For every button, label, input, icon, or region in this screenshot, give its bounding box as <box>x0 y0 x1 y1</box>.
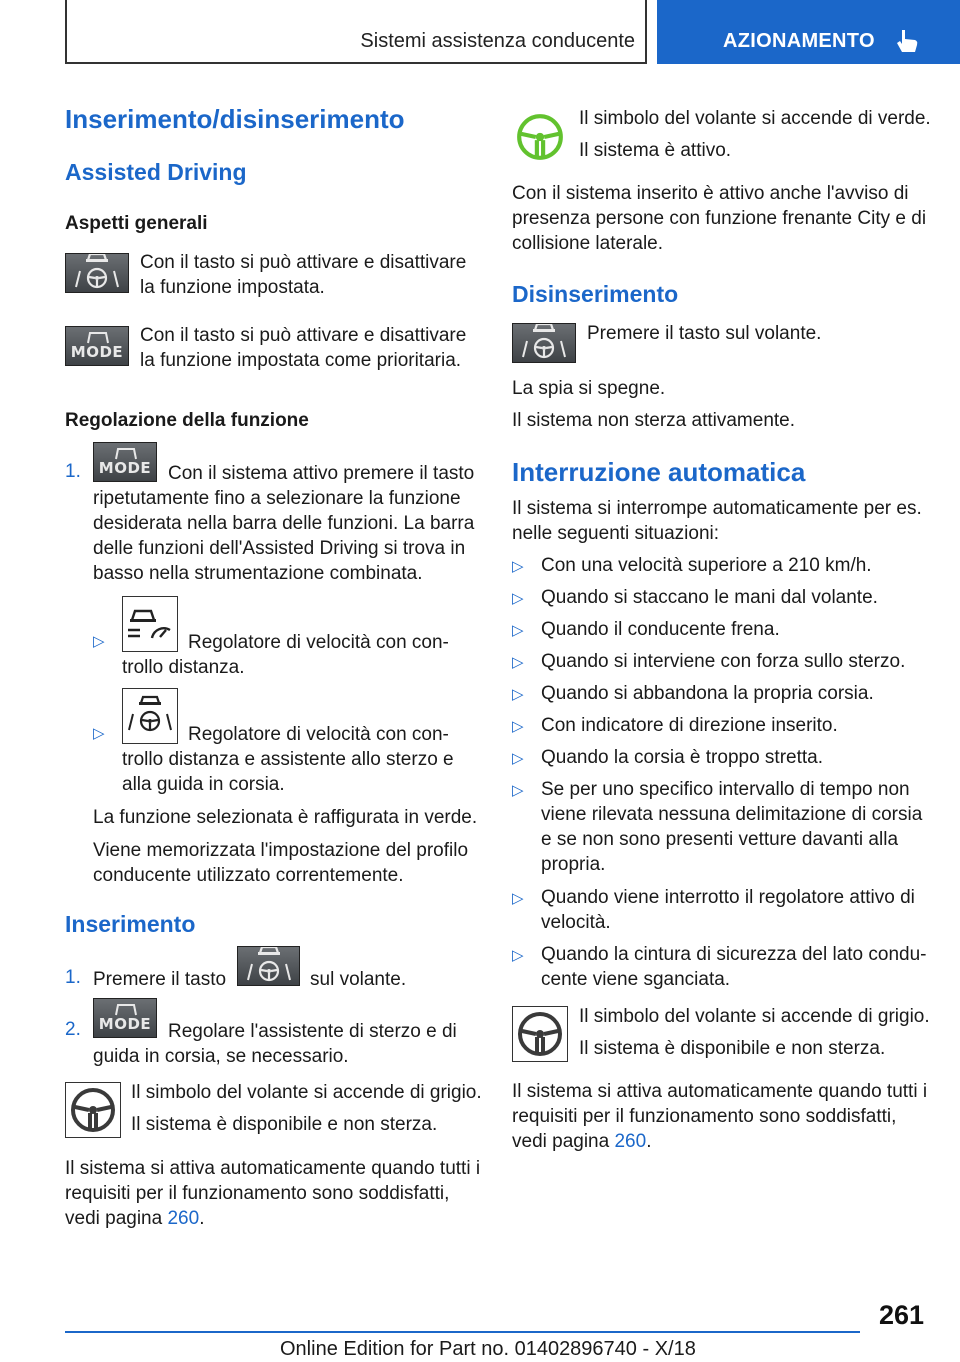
list-item: Con indicatore di direzione inserito. <box>541 715 838 736</box>
ins2-line-1: Regolare l'assistente di sterzo e di <box>168 1021 457 1042</box>
green-line-2: Il sistema è attivo. <box>579 140 732 161</box>
selected-function-text: La funzione selezionata è raffigurata in verde. <box>93 807 478 828</box>
bullet-marker: ▷ <box>512 750 524 767</box>
grey-line-2: Il sistema è disponibile e non sterza. <box>131 1114 438 1135</box>
memory-line-1: Viene memorizzata l'impostazione del profilo <box>93 840 469 861</box>
step-number: 1. <box>65 967 81 988</box>
grey-line-1: Il simbolo del volante si accende di grigio. <box>131 1082 482 1103</box>
green-line-1: Il simbolo del volante si accende di verde. <box>579 108 931 129</box>
pointing-hand-icon <box>893 28 921 54</box>
item10-line-1: Quando la cintura di sicurezza del lato condu- <box>541 944 927 965</box>
bullet-marker: ▷ <box>512 654 524 671</box>
auto-ref-text: vedi pagina <box>512 1131 610 1152</box>
list-item: Quando si abbandona la propria corsia. <box>541 683 874 704</box>
list-item: Quando si staccano le mani dal volante. <box>541 587 878 608</box>
dis-line-1: Premere il tasto sul volante. <box>587 323 822 344</box>
heading-interruzione-automatica: Interruzione automatica <box>512 457 806 487</box>
page-link-260[interactable]: 260 <box>167 1208 200 1229</box>
heading-assisted-driving: Assisted Driving <box>65 159 247 185</box>
auto-line-3 <box>65 1206 204 1231</box>
page-number: 261 <box>878 1300 924 1330</box>
ins1-text-a: Premere il tasto <box>93 969 227 990</box>
mode-label: MODE <box>70 343 124 361</box>
steering-wheel-green-icon <box>512 109 568 165</box>
auto-line-1: Il sistema si attiva automaticamente quando tutti i <box>512 1081 928 1102</box>
distance-control-icon <box>122 596 178 652</box>
bullet-marker: ▷ <box>512 718 524 735</box>
list-item: Quando la corsia è troppo stretta. <box>541 747 823 768</box>
header-section-title: Sistemi assistenza conducente <box>360 30 635 52</box>
bullet-marker: ▷ <box>512 558 524 575</box>
mode-label: MODE <box>98 1015 152 1033</box>
auto-ref-text: vedi pagina <box>65 1208 163 1229</box>
bullet-marker: ▷ <box>512 782 524 799</box>
grey-line-2: Il sistema è disponibile e non sterza. <box>579 1038 886 1059</box>
bullet-marker: ▷ <box>512 622 524 639</box>
mode-button-icon <box>93 442 157 482</box>
general-text-1-line-1: Con il tasto si può attivare e disattivare <box>140 252 467 273</box>
auto-ref-end: . <box>199 1208 205 1229</box>
header-chapter-label: AZIONAMENTO <box>723 30 875 52</box>
mode-button-icon <box>93 998 157 1038</box>
steering-assist-button-icon <box>512 323 576 363</box>
spia-text: La spia si spegne. <box>512 378 666 399</box>
heading-regolazione: Regolazione della funzione <box>65 410 309 431</box>
item10-line-2: cente viene sganciata. <box>541 969 731 990</box>
bullet-marker: ▷ <box>93 725 105 742</box>
steering-wheel-grey-icon <box>65 1082 121 1138</box>
ins1-text-b: sul volante. <box>310 969 407 990</box>
reg-line-5: basso nella strumentazione combinata. <box>93 563 423 584</box>
item9-line-1: Quando viene interrotto il regolatore attivo di <box>541 887 915 908</box>
city-line-3: collisione laterale. <box>512 233 664 254</box>
city-line-2: presenza persone con funzione frenante City e di <box>512 208 927 229</box>
heading-disinserimento: Disinserimento <box>512 281 679 307</box>
grey-line-1: Il simbolo del volante si accende di grigio. <box>579 1006 930 1027</box>
bullet-marker: ▷ <box>512 890 524 907</box>
sub2-line-1: Regolatore di velocità con con- <box>188 724 449 745</box>
item8-line-2: viene rilevata nessuna delimitazione di corsia <box>541 804 923 825</box>
item8-line-1: Se per uno specifico intervallo di tempo non <box>541 779 910 800</box>
auto-ref-end: . <box>646 1131 652 1152</box>
mode-button-icon <box>65 326 129 366</box>
memory-line-2: conducente utilizzato correntemente. <box>93 865 404 886</box>
reg-line-2: ripetutamente fino a selezionare la funzione <box>93 488 461 509</box>
heading-inserimento: Inserimento <box>65 911 196 937</box>
non-sterza-text: Il sistema non sterza attivamente. <box>512 410 796 431</box>
ins2-line-2: guida in corsia, se necessario. <box>93 1046 349 1067</box>
auto-line-1: Il sistema si attiva automaticamente quando tutti i <box>65 1158 481 1179</box>
bullet-marker: ▷ <box>512 590 524 607</box>
step-number: 1. <box>65 461 81 482</box>
page-link-260[interactable]: 260 <box>614 1131 647 1152</box>
general-text-2-line-1: Con il tasto si può attivare e disattivare <box>140 325 467 346</box>
heading-inserimento-disinserimento: Inserimento/disinserimento <box>65 104 405 134</box>
int-line-1: Il sistema si interrompe automaticamente per es. <box>512 498 922 519</box>
steering-assist-icon <box>122 688 178 744</box>
list-item: Con una velocità superiore a 210 km/h. <box>541 555 872 576</box>
reg-line-4: delle funzioni dell'Assisted Driving si trova in <box>93 538 466 559</box>
mode-label: MODE <box>98 459 152 477</box>
bullet-marker: ▷ <box>93 633 105 650</box>
reg-line-1: Con il sistema attivo premere il tasto <box>168 463 475 484</box>
sub2-line-2: trollo distanza e assistente allo sterzo e <box>122 749 454 770</box>
auto-line-3 <box>512 1129 651 1154</box>
general-text-2-line-2: la funzione impostata come prioritaria. <box>140 350 462 371</box>
bullet-marker: ▷ <box>512 686 524 703</box>
heading-aspetti-generali: Aspetti generali <box>65 213 208 234</box>
step-number: 2. <box>65 1019 81 1040</box>
item9-line-2: velocità. <box>541 912 611 933</box>
auto-line-2: requisiti per il funzionamento sono soddisfatti, <box>512 1106 897 1127</box>
footer-edition: Online Edition for Part no. 01402896740 - X/18 <box>280 1338 696 1360</box>
city-line-1: Con il sistema inserito è attivo anche l'avviso di <box>512 183 909 204</box>
item8-line-4: propria. <box>541 854 606 875</box>
sub1-line-2: trollo distanza. <box>122 657 245 678</box>
steering-wheel-grey-icon <box>512 1006 568 1062</box>
general-text-1-line-2: la funzione impostata. <box>140 277 325 298</box>
steering-assist-button-icon <box>65 253 129 293</box>
footer-divider <box>65 1331 860 1333</box>
list-item: Quando il conducente frena. <box>541 619 780 640</box>
auto-line-2: requisiti per il funzionamento sono soddisfatti, <box>65 1183 450 1204</box>
bullet-marker: ▷ <box>512 947 524 964</box>
reg-line-3: desiderata nella barra delle funzioni. La barra <box>93 513 475 534</box>
sub1-line-1: Regolatore di velocità con con- <box>188 632 449 653</box>
list-item: Quando si interviene con forza sullo sterzo. <box>541 651 906 672</box>
sub2-line-3: alla guida in corsia. <box>122 774 285 795</box>
int-line-2: nelle seguenti situazioni: <box>512 523 720 544</box>
steering-assist-button-icon <box>237 946 300 986</box>
item8-line-3: e se non sono presenti vetture davanti alla <box>541 829 899 850</box>
